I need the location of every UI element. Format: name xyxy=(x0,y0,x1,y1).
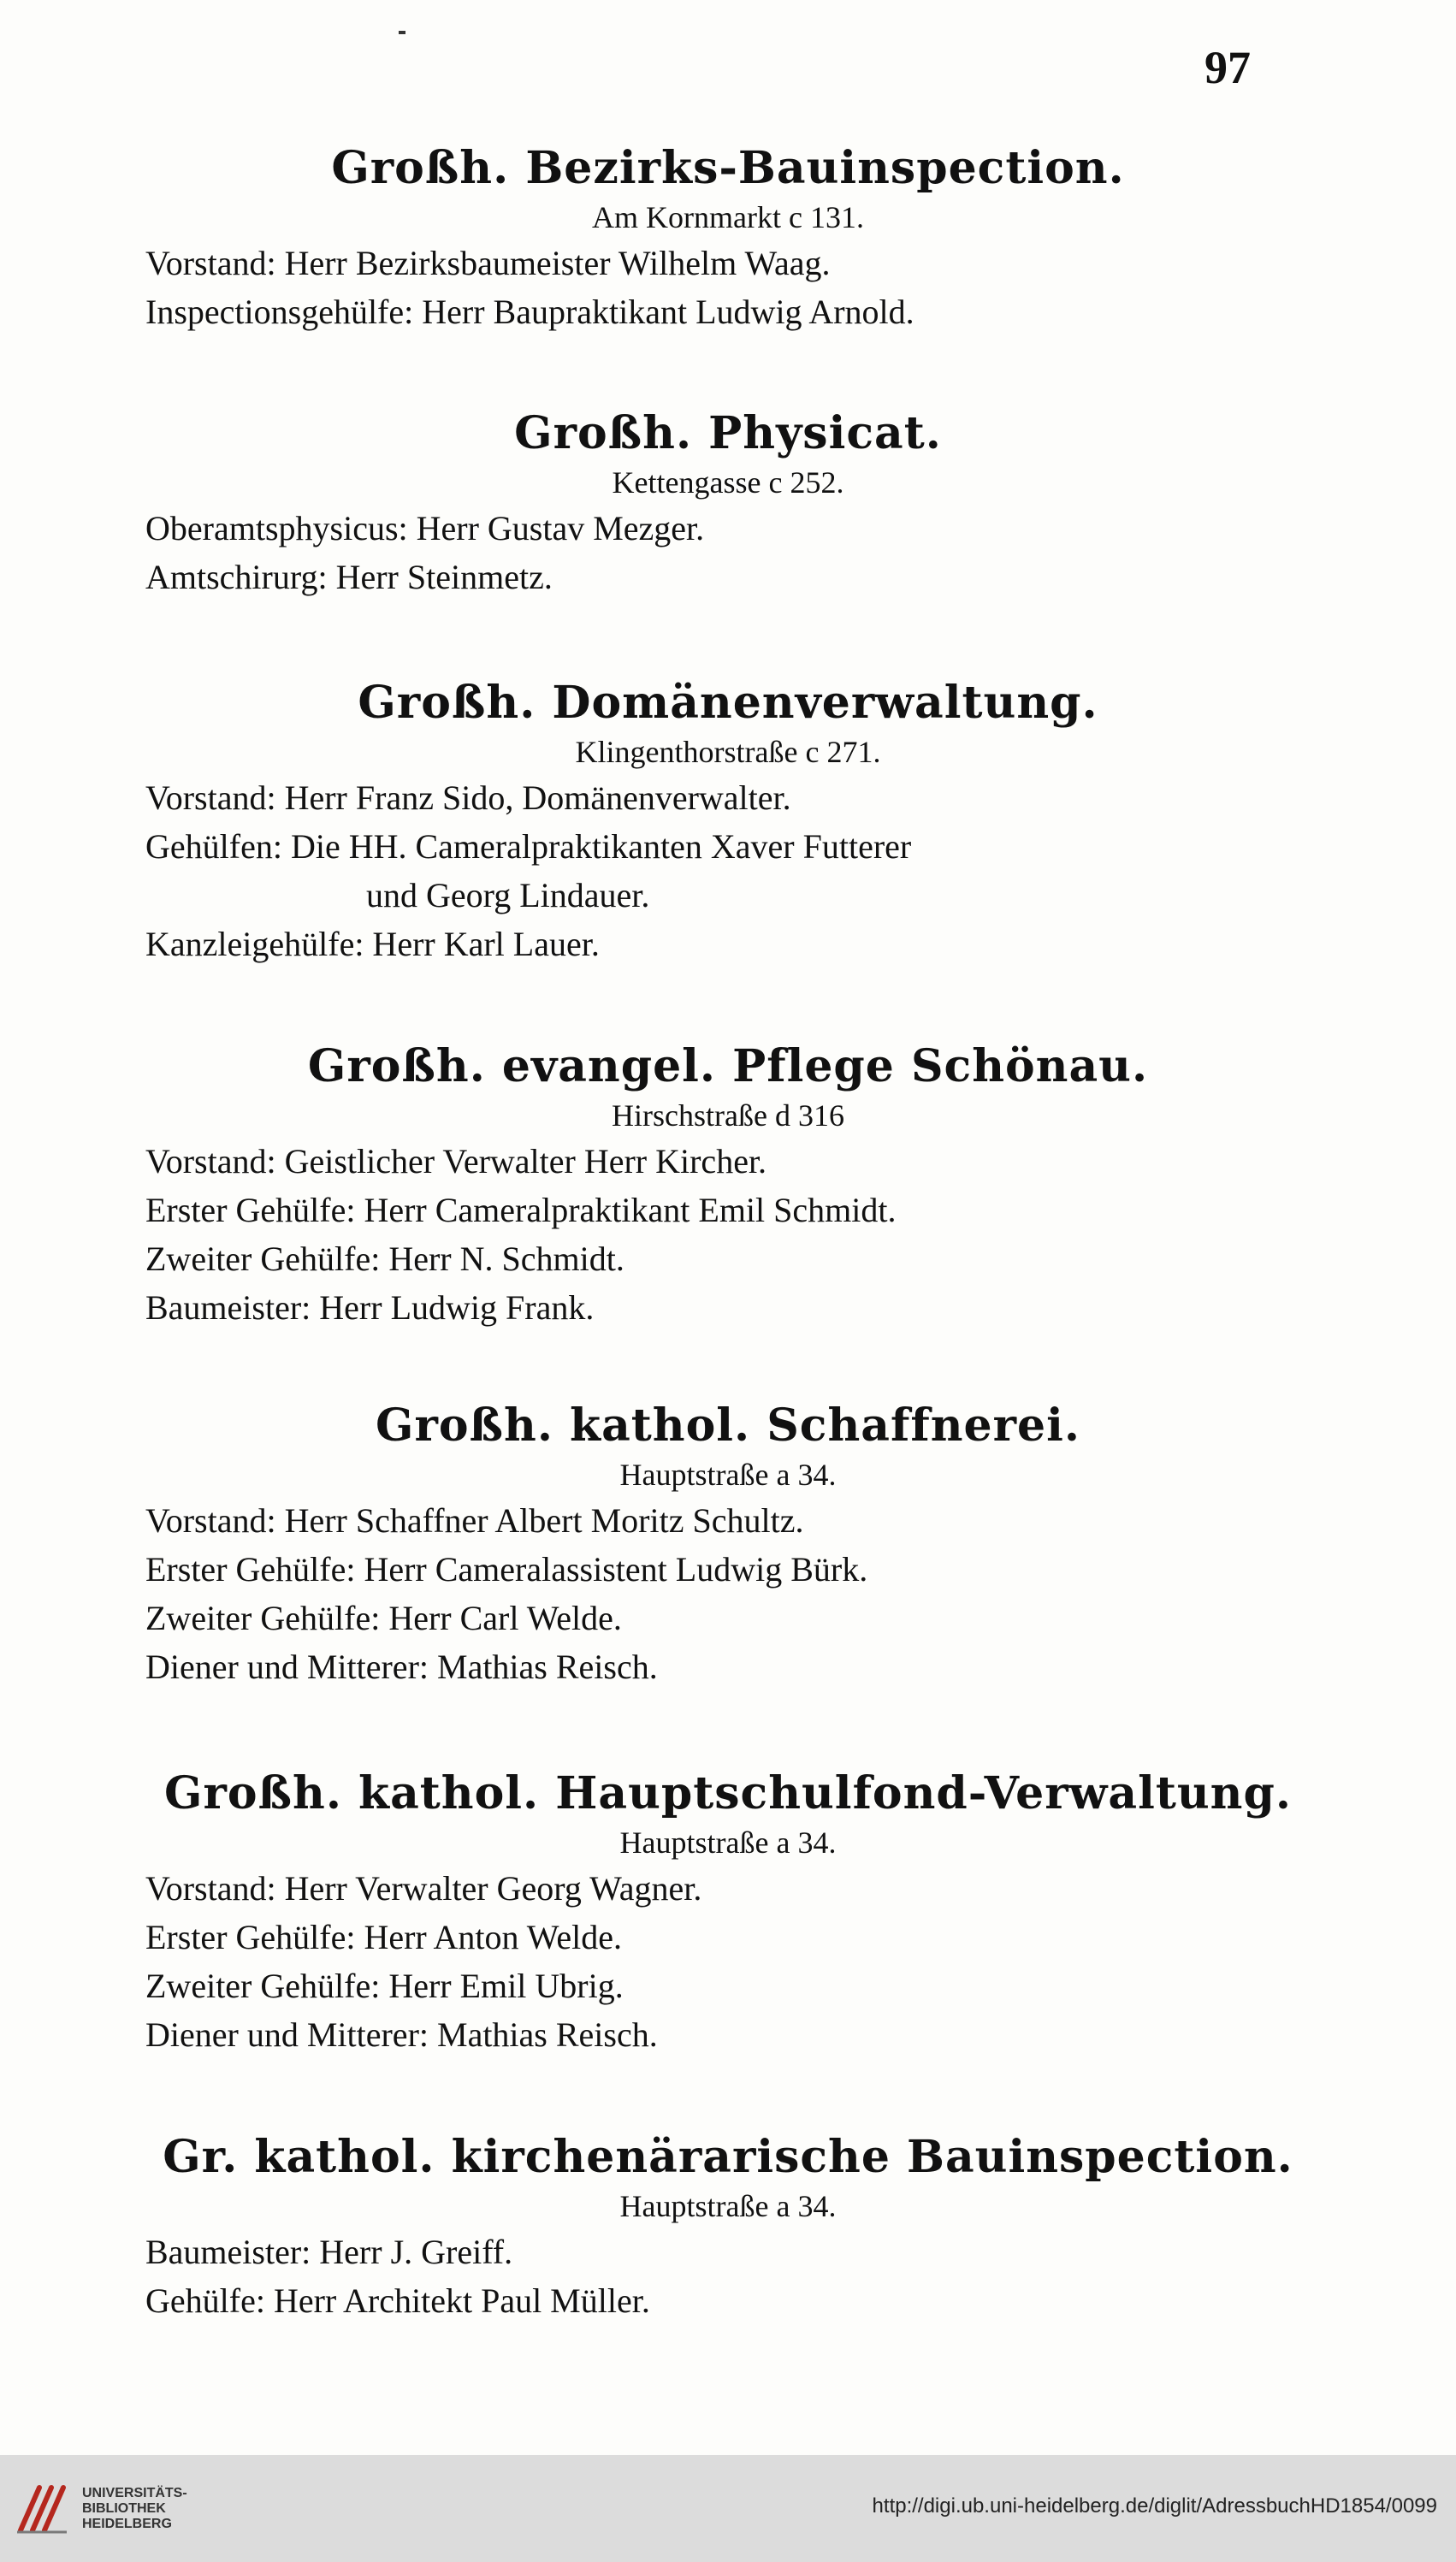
entry-line: Erster Gehülfe: Herr Cameralassistent Ludwig Bürk. xyxy=(145,1550,868,1589)
section-kirchenaerarische-bauinspection xyxy=(0,2130,1456,2325)
section-address: Hauptstraße a 34. xyxy=(619,1825,837,1860)
section-address: Hauptstraße a 34. xyxy=(619,1458,837,1492)
entry-line: Diener und Mitterer: Mathias Reisch. xyxy=(145,2015,658,2054)
entry-line: Vorstand: Geistlicher Verwalter Herr Kircher. xyxy=(145,1142,767,1180)
entry-line: Kanzleigehülfe: Herr Karl Lauer. xyxy=(145,925,600,963)
entry-line: Vorstand: Herr Schaffner Albert Moritz Schultz. xyxy=(145,1501,804,1540)
entry-line-continued: und Georg Lindauer. xyxy=(366,876,650,914)
section-title: Gr. kathol. kirchenärarische Bauinspection. xyxy=(163,2131,1293,2183)
entry-line: Vorstand: Herr Franz Sido, Domänenverwalter. xyxy=(145,778,791,817)
section-bezirks-bauinspection xyxy=(0,141,1456,336)
logo-line: UNIVERSITÄTS- xyxy=(82,2486,187,2500)
section-physicat xyxy=(0,406,1456,601)
section-title: Großh. Domänenverwaltung. xyxy=(358,677,1098,729)
entry-line: Inspectionsgehülfe: Herr Baupraktikant Ludwig Arnold. xyxy=(145,293,914,331)
footer-bar xyxy=(0,2455,1456,2562)
section-pflege-schoenau xyxy=(0,1039,1456,1332)
entry-line: Oberamtsphysicus: Herr Gustav Mezger. xyxy=(145,509,705,547)
university-library-logo-icon xyxy=(14,2479,74,2539)
entry-line: Zweiter Gehülfe: Herr N. Schmidt. xyxy=(145,1240,624,1278)
entry-line: Gehülfen: Die HH. Cameralpraktikanten Xaver Futterer xyxy=(145,827,912,866)
entry-line: Baumeister: Herr J. Greiff. xyxy=(145,2233,513,2271)
entry-line: Baumeister: Herr Ludwig Frank. xyxy=(145,1288,595,1327)
section-title: Großh. Bezirks-Bauinspection. xyxy=(331,142,1125,194)
section-title: Großh. kathol. Hauptschulfond-Verwaltung. xyxy=(164,1767,1292,1819)
section-title: Großh. kathol. Schaffnerei. xyxy=(376,1399,1080,1452)
section-address: Hauptstraße a 34. xyxy=(619,2189,837,2223)
section-address: Kettengasse c 252. xyxy=(612,465,844,500)
entry-line: Vorstand: Herr Bezirksbaumeister Wilhelm Waag. xyxy=(145,244,831,282)
entry-line: Amtschirurg: Herr Steinmetz. xyxy=(145,558,553,596)
section-schaffnerei xyxy=(0,1399,1456,1691)
section-title: Großh. evangel. Pflege Schönau. xyxy=(307,1040,1149,1092)
entry-line: Erster Gehülfe: Herr Anton Welde. xyxy=(145,1918,622,1956)
library-logo-text xyxy=(82,2486,187,2532)
source-url-link[interactable]: http://digi.ub.uni-heidelberg.de/diglit/AdressbuchHD1854/0099 xyxy=(872,2494,1437,2518)
entry-line: Zweiter Gehülfe: Herr Emil Ubrig. xyxy=(145,1967,624,2005)
print-mark xyxy=(399,31,405,34)
logo-line: BIBLIOTHEK xyxy=(82,2501,166,2516)
entry-line: Erster Gehülfe: Herr Cameralpraktikant Emil Schmidt. xyxy=(145,1191,897,1229)
section-hauptschulfond xyxy=(0,1766,1456,2059)
entry-line: Vorstand: Herr Verwalter Georg Wagner. xyxy=(145,1869,702,1908)
section-title: Großh. Physicat. xyxy=(514,407,942,459)
section-address: Klingenthorstraße c 271. xyxy=(575,735,881,769)
logo-line: HEIDELBERG xyxy=(82,2517,172,2531)
section-address: Hirschstraße d 316 xyxy=(612,1098,844,1133)
entry-line: Zweiter Gehülfe: Herr Carl Welde. xyxy=(145,1599,622,1637)
section-domaenenverwaltung xyxy=(0,676,1456,968)
section-address: Am Kornmarkt c 131. xyxy=(592,200,864,234)
page-number: 97 xyxy=(1204,42,1251,93)
entry-line: Diener und Mitterer: Mathias Reisch. xyxy=(145,1648,658,1686)
entry-line: Gehülfe: Herr Architekt Paul Müller. xyxy=(145,2281,650,2320)
